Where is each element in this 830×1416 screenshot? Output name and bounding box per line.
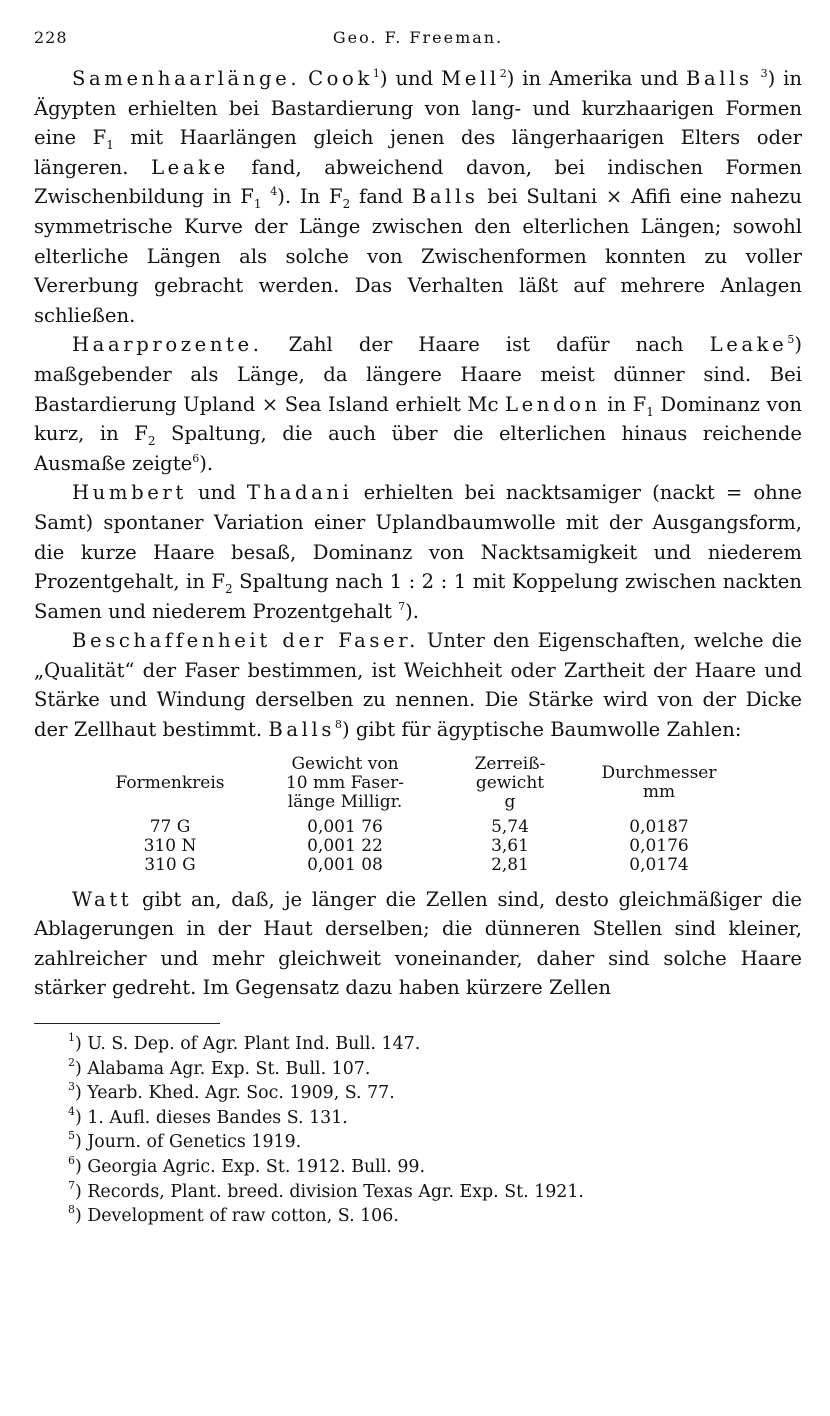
text-run: gibt an, daß, je länger die Zellen sind, desto gleichmäßiger die Ablagerungen in der Haut derselben; die dünneren Stellen sind kleiner, zahlreicher und mehr gleichweit voneinander, daher sind solche Haare stärker gedreht. Im Gegensatz dazu haben kürzere Zellen bbox=[34, 887, 802, 1000]
text-run: fand bbox=[350, 185, 412, 209]
table-cell: 77 G bbox=[149, 816, 191, 837]
table-cell: 2,81 bbox=[491, 854, 529, 875]
footnote-item bbox=[68, 1180, 802, 1205]
footnote-item bbox=[68, 1057, 802, 1082]
footnote-ref: 8 bbox=[335, 718, 342, 732]
footnote-mark: 2 bbox=[68, 1055, 75, 1069]
generation-subscript: 2 bbox=[147, 434, 156, 449]
footnote-text: ) Journ. of Genetics 1919. bbox=[75, 1132, 302, 1153]
text-run: Spaltung, die auch über die elterlichen hinaus reichende Ausmaße zeigte bbox=[34, 422, 802, 475]
footnote-ref: 6 bbox=[192, 451, 200, 465]
footnote-mark: 5 bbox=[68, 1129, 75, 1143]
footnotes-list bbox=[34, 1032, 802, 1229]
footnote-mark: 4 bbox=[68, 1104, 75, 1118]
text-run: Zahl der Haare ist dafür nach bbox=[262, 333, 710, 357]
running-title: Geo. F. Freeman. bbox=[332, 28, 504, 47]
footnote-item bbox=[68, 1204, 802, 1229]
footnote-ref: 4 bbox=[270, 185, 278, 199]
text-run: und bbox=[186, 481, 247, 505]
paragraph-beschaffenheit bbox=[34, 626, 802, 744]
fiber-data-table bbox=[86, 755, 734, 875]
table-cell: 310 G bbox=[144, 854, 196, 875]
text-run: ). In F bbox=[277, 185, 343, 209]
text-run: ) in Ägypten erhielten bei Bastardierung von lang- und kurzhaarigen Formen eine F bbox=[34, 67, 802, 150]
text-run: ). bbox=[405, 599, 419, 623]
author-name: Humbert bbox=[72, 481, 187, 505]
footnote-ref: 1 bbox=[372, 67, 380, 80]
table-cell: 0,0187 bbox=[629, 816, 689, 837]
footnote-ref: 5 bbox=[787, 333, 795, 347]
text-run bbox=[753, 67, 761, 90]
column-header-durchmesser: Durchmesser mm bbox=[601, 763, 717, 803]
generation-subscript: 1 bbox=[253, 197, 262, 212]
author-name: Leake bbox=[151, 155, 229, 179]
table-header-row bbox=[86, 755, 734, 818]
generation-subscript: 2 bbox=[225, 582, 233, 597]
body-text bbox=[34, 64, 802, 1003]
section-heading-samenhaarlaenge: Samenhaarlänge. bbox=[72, 67, 301, 90]
footnote-text: ) 1. Aufl. dieses Bandes S. 131. bbox=[75, 1107, 348, 1128]
text-run: mit Haarlängen gleich jenen des längerhaarigen Elters oder längeren. bbox=[34, 126, 803, 179]
author-name: Lendon bbox=[504, 392, 601, 416]
text-run: ) maßgebender als Länge, da längere Haare meist dünner sind. Bei Bastardierung Upland × Sea Island erhielt Mc bbox=[34, 333, 802, 416]
footnote-item bbox=[68, 1155, 802, 1180]
author-name: Balls bbox=[686, 67, 753, 90]
column-header-zerreissgewicht: Zerreiß- gewicht g bbox=[474, 753, 546, 812]
footnote-mark: 6 bbox=[68, 1154, 75, 1167]
generation-subscript: 2 bbox=[342, 197, 351, 212]
column-header-formenkreis: Formenkreis bbox=[115, 772, 225, 793]
table-cell: 5,74 bbox=[491, 816, 529, 837]
footnote-item bbox=[68, 1106, 802, 1131]
paragraph-watt bbox=[34, 885, 802, 1003]
footnote-text: ) U. S. Dep. of Agr. Plant Ind. Bull. 147. bbox=[75, 1034, 421, 1055]
section-heading-haarprozente: Haarprozente. bbox=[72, 333, 263, 357]
footnote-mark: 7 bbox=[68, 1178, 75, 1192]
footnote-ref: 3 bbox=[760, 67, 768, 80]
table-cell: 0,001 76 bbox=[307, 816, 383, 837]
column-header-gewicht: Gewicht von 10 mm Faser- länge Milligr. bbox=[285, 753, 405, 812]
footnote-item bbox=[68, 1130, 802, 1155]
table-cell: 3,61 bbox=[491, 835, 529, 856]
footnote-text: ) Records, Plant. breed. division Texas Agr. Exp. St. 1921. bbox=[75, 1181, 584, 1202]
footnote-mark: 3 bbox=[68, 1080, 75, 1094]
text-run: in F bbox=[600, 392, 647, 416]
text-run: Unter den Eigenschaften, welche die „Qualität“ der Faser bestimmen, ist Weichheit oder Zartheit der Haare und Stärke und Windung derselben zu nennen. Die Stärke wird von der Dicke der Zellhaut bestimmt. bbox=[34, 629, 802, 742]
author-name: Balls bbox=[411, 185, 479, 209]
table-cell: 0,001 08 bbox=[307, 854, 383, 875]
text-run: Dominanz von kurz, in F bbox=[34, 392, 802, 446]
page-number: 228 bbox=[34, 28, 68, 47]
paragraph-haarprozente bbox=[34, 330, 802, 478]
table-row bbox=[86, 818, 734, 837]
author-name: Watt bbox=[72, 887, 133, 911]
text-run: ) gibt für ägyptische Baumwolle Zahlen: bbox=[342, 718, 742, 742]
table-cell: 0,0176 bbox=[629, 835, 689, 856]
footnote-text: ) Alabama Agr. Exp. St. Bull. 107. bbox=[75, 1058, 371, 1079]
generation-subscript: 1 bbox=[646, 404, 654, 419]
generation-subscript: 1 bbox=[106, 138, 114, 153]
text-run: ) und bbox=[379, 67, 442, 90]
table-cell: 0,001 22 bbox=[307, 835, 383, 856]
footnote-text: ) Development of raw cotton, S. 106. bbox=[75, 1206, 399, 1227]
page-header bbox=[34, 28, 802, 64]
text-run: erhielten bei nacktsamiger (nackt = ohne Samt) spontaner Variation einer Uplandbaumwolle mit der Ausgangsform, die kurze Haare besaß, Dominanz von Nacktsamigkeit und niederem Prozentgehalt, in F bbox=[34, 481, 802, 594]
text-run: ) in Amerika und bbox=[506, 67, 687, 90]
footnote-item bbox=[68, 1081, 802, 1106]
author-name: Leake bbox=[709, 333, 788, 357]
text-run: Spaltung nach 1 : 2 : 1 mit Koppelung zwischen nackten Samen und niederem Prozentgehalt bbox=[34, 570, 802, 623]
table-row bbox=[86, 856, 734, 875]
text-run: ). bbox=[199, 451, 214, 475]
author-name: Balls bbox=[268, 718, 335, 742]
footnote-text: ) Georgia Agric. Exp. St. 1912. Bull. 99. bbox=[75, 1157, 426, 1177]
table-cell: 310 N bbox=[143, 835, 197, 856]
text-run bbox=[262, 185, 271, 208]
author-name: Thadani bbox=[246, 481, 353, 505]
footnote-item bbox=[68, 1032, 802, 1057]
paragraph-humbert-thadani bbox=[34, 478, 802, 626]
footnote-mark: 1 bbox=[68, 1031, 75, 1045]
footnote-divider bbox=[34, 1023, 220, 1024]
section-heading-beschaffenheit: Beschaffenheit der Faser. bbox=[72, 629, 419, 653]
table-row bbox=[86, 837, 734, 856]
footnote-text: ) Yearb. Khed. Agr. Soc. 1909, S. 77. bbox=[75, 1083, 395, 1104]
text-run: bei Sultani × Afifi eine nahezu symmetrische Kurve der Länge zwischen den elterlichen Längen; sowohl elterliche Längen als solche von Zwischenformen konnten zu voller Vererbung gebracht werden. Das Verhalten läßt auf mehrere Anlagen schließen. bbox=[34, 185, 802, 327]
text-run bbox=[300, 67, 308, 90]
author-name: Mell bbox=[441, 67, 500, 90]
footnote-ref: 7 bbox=[398, 599, 406, 613]
footnote-ref: 2 bbox=[499, 67, 507, 80]
author-name: Cook bbox=[308, 67, 373, 90]
text-run: fand, abweichend davon, bei indischen Formen Zwischenbildung in F bbox=[34, 155, 802, 209]
paragraph-samenhaarlaenge bbox=[34, 64, 802, 330]
table-cell: 0,0174 bbox=[629, 854, 689, 875]
footnote-mark: 8 bbox=[68, 1203, 75, 1217]
